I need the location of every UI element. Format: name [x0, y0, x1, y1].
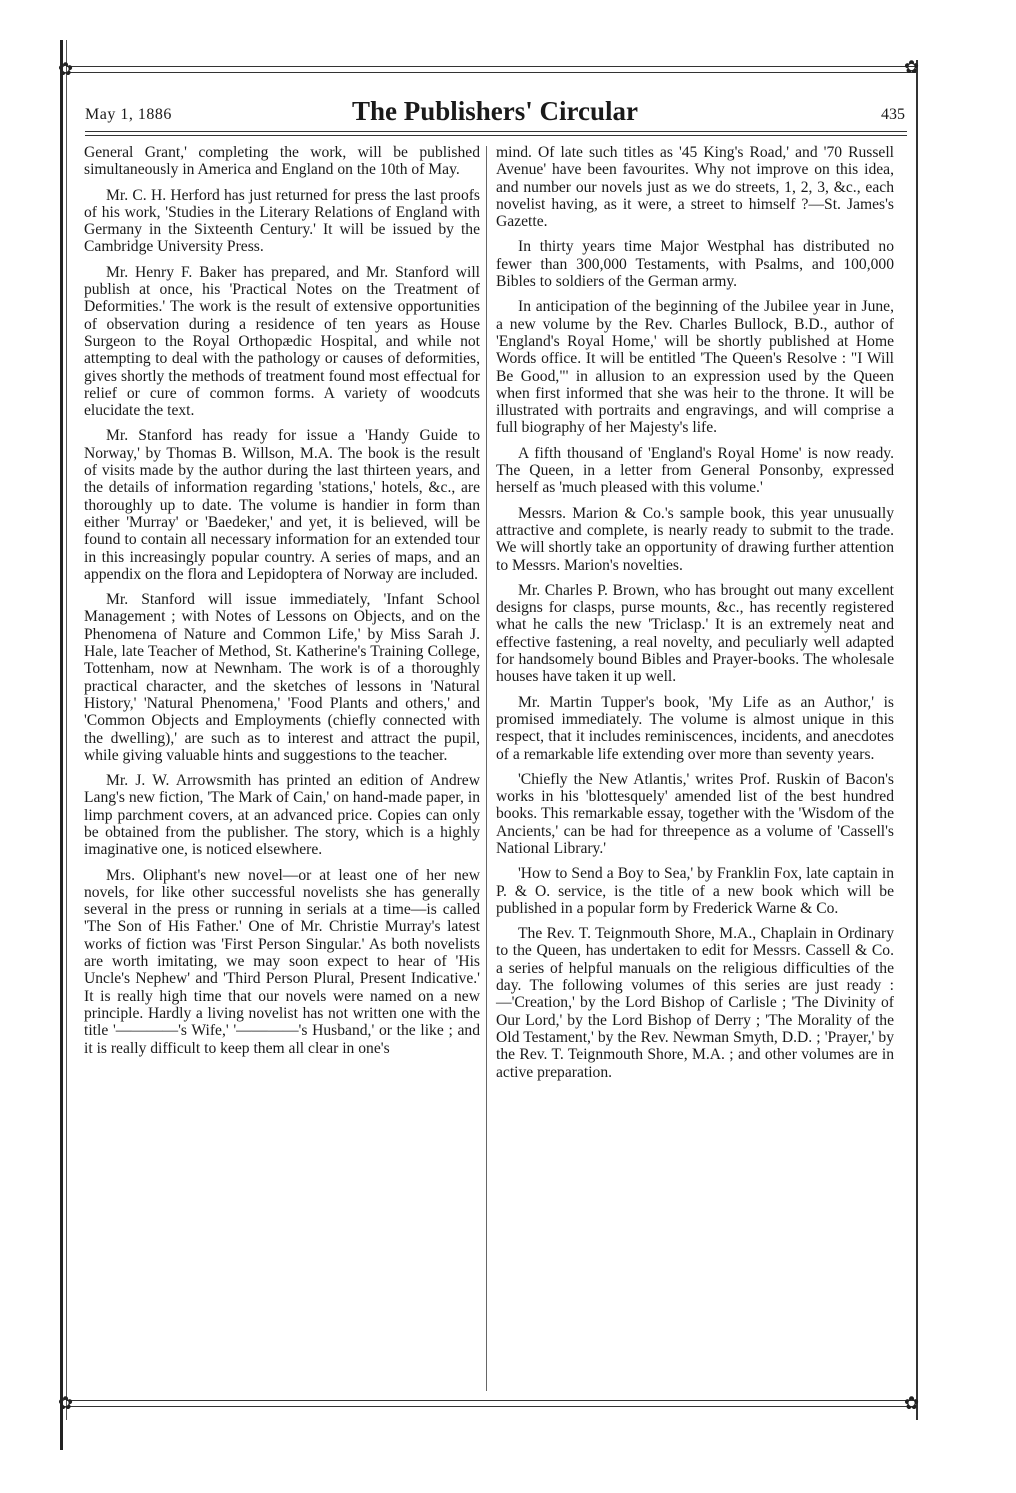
paragraph: A fifth thousand of 'England's Royal Home' is now ready. The Queen, in a letter from General Ponsonby, expressed herself as 'much pleased with this volume.' — [496, 444, 894, 497]
left-border-rule — [60, 40, 63, 1450]
paragraph: Messrs. Marion & Co.'s sample book, this year unusually attractive and complete, is nearly ready to submit to the trade. We will shortly take an opportunity of drawing further attention to Messrs. Marion's novelties. — [496, 504, 894, 574]
paragraph: The Rev. T. Teignmouth Shore, M.A., Chaplain in Ordinary to the Queen, has undertaken to edit for Messrs. Cassell & Co. a series of helpful manuals on the religious difficulties of the day. The following volumes of this series are just ready :—'Creation,' by the Lord Bishop of Carlisle ; 'The Divinity of Our Lord,' by the Lord Bishop of Derry ; 'The Morality of the Old Testament,' by the Rev. Newman Smyth, D.D. ; 'Prayer,' by the Rev. T. Teignmouth Shore, M.A. ; and other volumes are in active preparation. — [496, 925, 894, 1081]
left-column — [84, 144, 480, 1065]
bottom-double-rule — [66, 1400, 918, 1407]
journal-title: The Publishers' Circular — [351, 96, 639, 126]
corner-ornament-icon: ✿ — [58, 59, 74, 79]
paragraph: Mr. Henry F. Baker has prepared, and Mr. Stanford will publish at once, his 'Practical Notes on the Treatment of Deformities.' The work is the result of extensive opportunities of observation during a residence of ten years as House Surgeon to the Royal Orthopædic Hospital, and while not attempting to deal with the pathology or causes of deformities, gives shortly the methods of treatment found most effectual for relief or cure of common forms. A variety of woodcuts elucidate the text. — [84, 263, 480, 420]
corner-ornament-icon: ✿ — [904, 1393, 920, 1413]
paragraph: In anticipation of the beginning of the Jubilee year in June, a new volume by the Rev. Charles Bullock, B.D., author of 'England's Royal Home,' will be shortly published at Home Words office. It will be entitled 'The Queen's Resolve : "I Will Be Good,"' in allusion to an expression used by the Queen when first informed that she was heir to the throne. It will be illustrated with portraits and engravings, and will comprise a full biography of her Majesty's life. — [496, 298, 894, 437]
page-number: 435 — [881, 106, 905, 123]
running-header — [85, 96, 905, 130]
top-double-rule — [66, 66, 918, 73]
paragraph: Mr. C. H. Herford has just returned for press the last proofs of his work, 'Studies in the Literary Relations of England with Germany in the Sixteenth Century.' It will be issued by the Cambridge University Press. — [84, 186, 480, 256]
corner-ornament-icon: ✿ — [904, 57, 920, 77]
header-rule — [85, 135, 907, 136]
paragraph: General Grant,' completing the work, will be published simultaneously in America and England on the 10th of May. — [84, 144, 480, 179]
paragraph: Mr. Charles P. Brown, who has brought out many excellent designs for clasps, purse mounts, &c., has recently registered what he calls the new 'Triclasp.' It is an extremely neat and effective fastening, a real novelty, and peculiarly well adapted for handsomely bound Bibles and Prayer-books. The wholesale houses have taken it up well. — [496, 581, 894, 686]
paragraph: mind. Of late such titles as '45 King's Road,' and '70 Russell Avenue' have been favourites. Why not improve on this idea, and number our novels just as we do streets, 1, 2, 3, &c., each novelist having, as it were, a street to himself ?—St. James's Gazette. — [496, 144, 894, 231]
paragraph: Mr. Stanford will issue immediately, 'Infant School Management ; with Notes of Lessons on Objects, and on the Phenomena of Nature and Common Life,' by Miss Sarah J. Hale, late Teacher of Method, St. Katherine's Training College, Tottenham, now at Newnham. The work is of a thoroughly practical character, and the sketches of lessons in 'Natural History,' 'Natural Phenomena,' 'Food Plants and others,' and 'Common Objects and Employments (chiefly connected with the dwelling),' are such as to interest and attract the pupil, while giving valuable hints and suggestions to the teacher. — [84, 591, 480, 764]
right-column — [496, 144, 894, 1089]
issue-date: May 1, 1886 — [85, 106, 172, 123]
header-rule — [85, 131, 907, 132]
paragraph: In thirty years time Major Westphal has distributed no fewer than 300,000 Testaments, with Psalms, and 100,000 Bibles to soldiers of the German army. — [496, 238, 894, 291]
column-divider — [486, 146, 487, 1391]
corner-ornament-icon: ✿ — [58, 1393, 74, 1413]
left-inner-rule — [66, 40, 67, 1420]
right-border-rule — [916, 60, 918, 1420]
paragraph: Mrs. Oliphant's new novel—or at least one of her new novels, for like other successful novelists she has generally several in the press or running in serials at a time—is called 'The Son of His Father.' One of Mr. Christie Murray's latest works of fiction was 'First Person Singular.' As both novelists are worth imitating, we may soon expect to hear of 'His Uncle's Nephew' and 'Third Person Plural, Present Indicative.' It is really high time that our novels were named on a new principle. Hardly a living novelist has not written one with the title '————'s Wife,' '————'s Husband,' or the like ; and it is really difficult to keep them all clear in one's — [84, 866, 480, 1057]
paragraph: 'Chiefly the New Atlantis,' writes Prof. Ruskin of Bacon's works in his 'blottesquely' amended list of the best hundred books. This remarkable essay, together with the 'Wisdom of the Ancients,' can be had for threepence as a volume of 'Cassell's National Library.' — [496, 770, 894, 857]
paragraph: Mr. J. W. Arrowsmith has printed an edition of Andrew Lang's new fiction, 'The Mark of Cain,' on hand-made paper, in limp parchment covers, at an advanced price. Copies can only be obtained from the publisher. The story, which is a highly imaginative one, is noticed elsewhere. — [84, 772, 480, 859]
paragraph: 'How to Send a Boy to Sea,' by Franklin Fox, late captain in P. & O. service, is the title of a new book which will be published in a popular form by Frederick Warne & Co. — [496, 865, 894, 917]
paragraph: Mr. Martin Tupper's book, 'My Life as an Author,' is promised immediately. The volume is almost unique in this respect, that it includes reminiscences, incidents, and anecdotes of a remarkable life extending over more than seventy years. — [496, 693, 894, 763]
paragraph: Mr. Stanford has ready for issue a 'Handy Guide to Norway,' by Thomas B. Willson, M.A. The book is the result of visits made by the author during the last thirteen years, and the details of information regarding 'stations,' hotels, &c., are thoroughly up to date. The volume is handier in form than either 'Murray' or 'Baedeker,' and yet, it is believed, will be found to contain all necessary information for an extended tour in this increasingly popular country. A series of maps, and an appendix on the flora and Lepidoptera of Norway are included. — [84, 427, 480, 583]
